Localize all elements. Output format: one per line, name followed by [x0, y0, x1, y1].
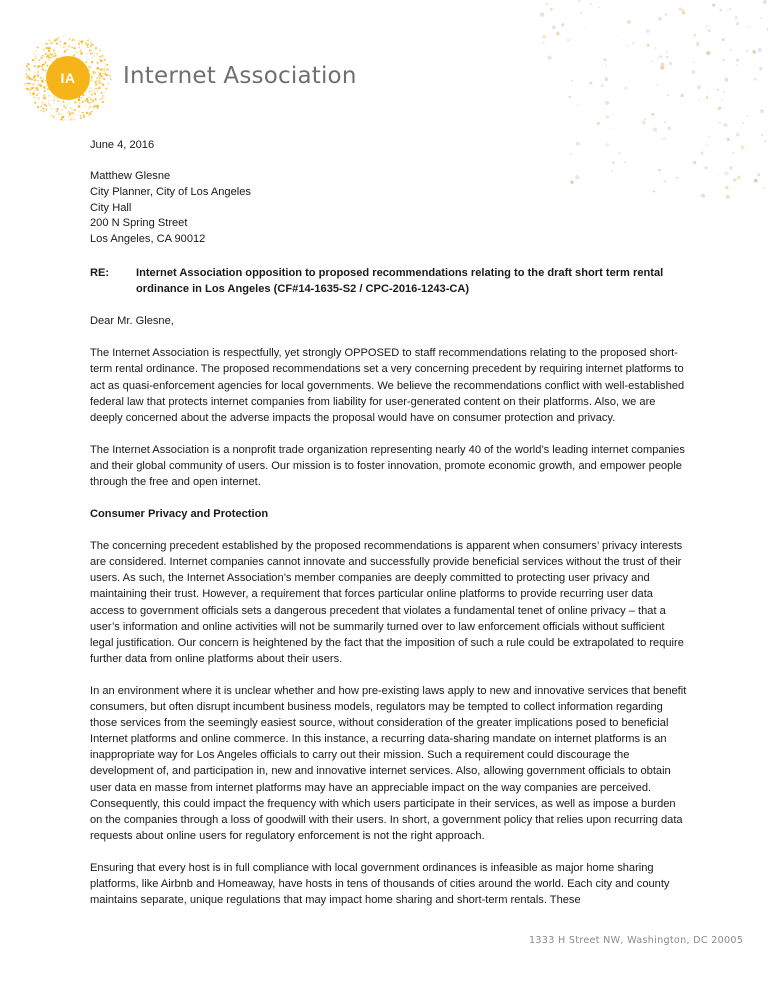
decor-dot [725, 78, 729, 82]
decor-dot [682, 11, 686, 15]
decor-dot [701, 194, 705, 198]
decor-dot [706, 25, 708, 27]
decor-dot [584, 27, 586, 29]
decor-dot [610, 128, 611, 129]
decor-dot [757, 173, 760, 176]
letter-body [90, 137, 690, 924]
decor-dot [659, 55, 662, 58]
decor-dot [754, 78, 757, 81]
decor-dot [694, 34, 697, 37]
decor-dot [706, 96, 708, 98]
decor-dot [552, 25, 556, 29]
decor-dot [682, 9, 684, 11]
decor-dot [561, 23, 564, 26]
decor-dot [577, 0, 581, 2]
decor-dot [568, 96, 571, 99]
decor-dot [597, 122, 600, 125]
decor-dot [651, 113, 654, 116]
decor-dot [745, 49, 748, 52]
decor-dot [733, 178, 737, 182]
decor-dot [706, 145, 707, 146]
decor-dot [550, 8, 553, 11]
decor-dot [693, 62, 695, 64]
decor-dot [706, 51, 710, 55]
decor-dot [743, 122, 745, 124]
decor-dot [598, 7, 600, 9]
decor-dot [650, 18, 651, 19]
decor-dot [605, 77, 609, 81]
decor-dot [764, 140, 766, 142]
decor-dot [754, 179, 758, 183]
decor-dot [746, 115, 748, 117]
decor-dot [729, 166, 733, 170]
decor-dot [707, 94, 708, 95]
decor-dot [666, 52, 668, 54]
decor-dot [681, 94, 684, 97]
recipient-address [90, 169, 690, 248]
decor-dot [571, 80, 573, 82]
decor-dot [722, 38, 725, 41]
decor-dot [717, 175, 718, 176]
decor-dot [708, 136, 710, 138]
section-heading: Consumer Privacy and Protection [90, 508, 269, 521]
footer-address: 1333 H Street NW, Washington, DC 20005 [529, 935, 744, 946]
recipient-street: 200 N Spring Street [90, 217, 188, 230]
decor-dot [720, 9, 723, 12]
decor-dot [632, 42, 634, 44]
decor-dot [580, 12, 582, 14]
decor-dot [646, 29, 650, 33]
decor-dot [570, 37, 571, 38]
decor-dot [760, 17, 761, 18]
decor-dot [590, 82, 593, 85]
decor-dot [655, 47, 657, 49]
decor-dot [605, 64, 606, 65]
decor-dot [736, 59, 739, 62]
decor-dot [540, 12, 544, 16]
decor-dot [717, 89, 719, 91]
decor-dot [666, 56, 669, 59]
decor-dot [748, 26, 750, 28]
decor-dot [590, 3, 592, 5]
decor-dot [737, 175, 741, 179]
decor-dot [693, 161, 697, 165]
decor-dot [667, 94, 669, 96]
decor-dot [604, 58, 607, 61]
decor-dot [606, 115, 609, 118]
decor-dot [642, 121, 646, 125]
decor-dot [736, 22, 739, 25]
decor-dot [653, 128, 657, 132]
decor-dot [679, 8, 682, 11]
subject-text: Internet Association opposition to proposed recommendations relating to the draft short term rental ordinance in Los Angeles (CF#14-1635-S2 / CPC-2016-1243-CA) [136, 267, 664, 296]
decor-dot [661, 63, 665, 67]
decor-dot [617, 35, 618, 36]
decor-dot [726, 195, 730, 199]
organization-name: Internet Association [123, 63, 357, 89]
decor-dot [758, 48, 762, 52]
decor-dot [736, 133, 739, 136]
decor-dot [721, 57, 722, 58]
recipient-name: Matthew Glesne [90, 170, 171, 183]
decor-dot [724, 68, 725, 69]
paragraph-regulatory-environment: In an environment where it is unclear whether and how pre-existing laws apply to new and innovative services that benefit consumers, but often disrupt incumbent business models, regulators may be tempted to collect information regarding those services from the seemingly easiest source, without consideration of the greater implications posed to beneficial Internet platforms and online commerce. In this instance, a recurring data-sharing mandate on internet platforms is an inappropriate way for Los Angeles officials to carry out their mission. Such a requirement could discourage the development of, and participation in, new and innovative internet services. Also, allowing government officials to obtain user data en masse from internet platforms may have an appreciable impact on the way companies are perceived. Consequently, this could impact the frequency with which users participate in their services, as well as impose a burden on the companies through a loss of goodwill with their users. In short, a government policy that relies upon recurring data requests about online users for regulatory enforcement is not the right approach. [90, 684, 687, 842]
decor-dot [724, 171, 728, 175]
decor-dot [761, 134, 763, 136]
paragraph-privacy-precedent: The concerning precedent established by the proposed recommendations is apparent when consumers’ privacy interests are considered. Internet companies cannot innovate and successfully provide beneficial services without the trust of their users. As such, the Internet Association’s member companies are deeply committed to protecting user privacy and maintaining their trust. However, a requirement that forces particular online platforms to provide recurring user data access to government officials sets a dangerous precedent that violates a fundamental tenet of online privacy – that a user’s information and online activities will not be summarily turned over to law enforcement officials without sufficient legal justification. Our concern is heightened by the fact that the imposition of such a rule could be extrapolated to require further data from online platforms about their users. [90, 540, 684, 665]
decor-dot [697, 41, 699, 43]
decor-dot [724, 123, 728, 127]
decor-dot [718, 106, 722, 110]
decor-dot [624, 87, 627, 90]
decor-dot [727, 138, 730, 141]
decor-dot [735, 16, 738, 19]
decor-dot [657, 58, 659, 60]
decor-dot [627, 45, 629, 47]
paragraph-host-compliance: Ensuring that every host is in full compliance with local government ordinances is infeasible as major home sharing platforms, like Airbnb and Homeaway, have hosts in tens of thousands of cities around the world. Each city and county maintains separate, unique regulations that may impact home sharing and short-term rentals. These [90, 861, 670, 907]
decor-dot [752, 50, 756, 54]
recipient-city: Los Angeles, CA 90012 [90, 233, 206, 246]
decor-dot [542, 35, 546, 39]
decor-dot [723, 91, 725, 93]
decor-dot [665, 13, 667, 15]
decor-dot [719, 121, 722, 124]
decor-dot [736, 64, 737, 65]
decor-dot [601, 84, 604, 87]
decor-dot [669, 62, 672, 65]
decor-dot [729, 8, 731, 10]
decor-dot [546, 3, 549, 6]
decor-dot [547, 55, 551, 59]
decor-dot [567, 39, 570, 42]
subject-line [90, 265, 690, 297]
decor-dot [730, 49, 732, 51]
decor-dot [644, 118, 646, 120]
logo-initials: IA [60, 70, 76, 86]
decor-dot [722, 99, 724, 101]
decor-dot [733, 152, 735, 154]
decor-dot [740, 145, 744, 149]
decor-dot [759, 67, 763, 71]
paragraph-about-ia: The Internet Association is a nonprofit trade organization representing nearly 40 of the world’s leading internet companies and their global community of users. Our mission is to foster innovation, promote economic growth, and empower people through the free and open internet. [90, 443, 685, 489]
decor-dot [727, 10, 729, 12]
decor-dot [691, 70, 695, 74]
decor-dot [627, 20, 631, 24]
decor-dot [760, 109, 764, 113]
decor-dot [651, 60, 653, 62]
decor-dot [605, 101, 609, 105]
decor-dot [577, 104, 578, 105]
decor-dot [556, 32, 560, 36]
decor-dot [763, 187, 765, 189]
decor-dot [708, 30, 710, 32]
decor-dot [704, 166, 707, 169]
decor-dot [700, 151, 704, 155]
decor-dot [722, 59, 724, 61]
decor-dot [657, 84, 658, 85]
decor-dot [664, 121, 665, 122]
decor-dot [763, 0, 767, 4]
recipient-building: City Hall [90, 201, 132, 214]
salutation: Dear Mr. Glesne, [90, 315, 174, 328]
decor-dot [658, 17, 661, 20]
subject-label: RE: [90, 267, 110, 280]
decor-dot [725, 186, 728, 189]
decor-dot [697, 85, 701, 89]
recipient-title: City Planner, City of Los Angeles [90, 185, 251, 198]
decor-dot [712, 4, 715, 7]
paragraph-opposition: The Internet Association is respectfully, yet strongly OPPOSED to staff recommendations relating to the proposed short-term rental ordinance. The proposed recommendations set a very concerning precedent by requiring internet platforms to act as quasi-enforcement agencies for local governments. We believe the recommendations conflict with well-established federal law that protects internet companies from liability for user-generated content on their platforms. Also, we are deeply concerned about the adverse impacts the proposal would have on consumer protection and privacy. [90, 347, 685, 424]
letter-date: June 4, 2016 [90, 139, 155, 151]
decor-dot [699, 99, 701, 101]
decor-dot [543, 42, 545, 44]
decor-dot [667, 126, 671, 130]
decor-dot [647, 44, 650, 47]
